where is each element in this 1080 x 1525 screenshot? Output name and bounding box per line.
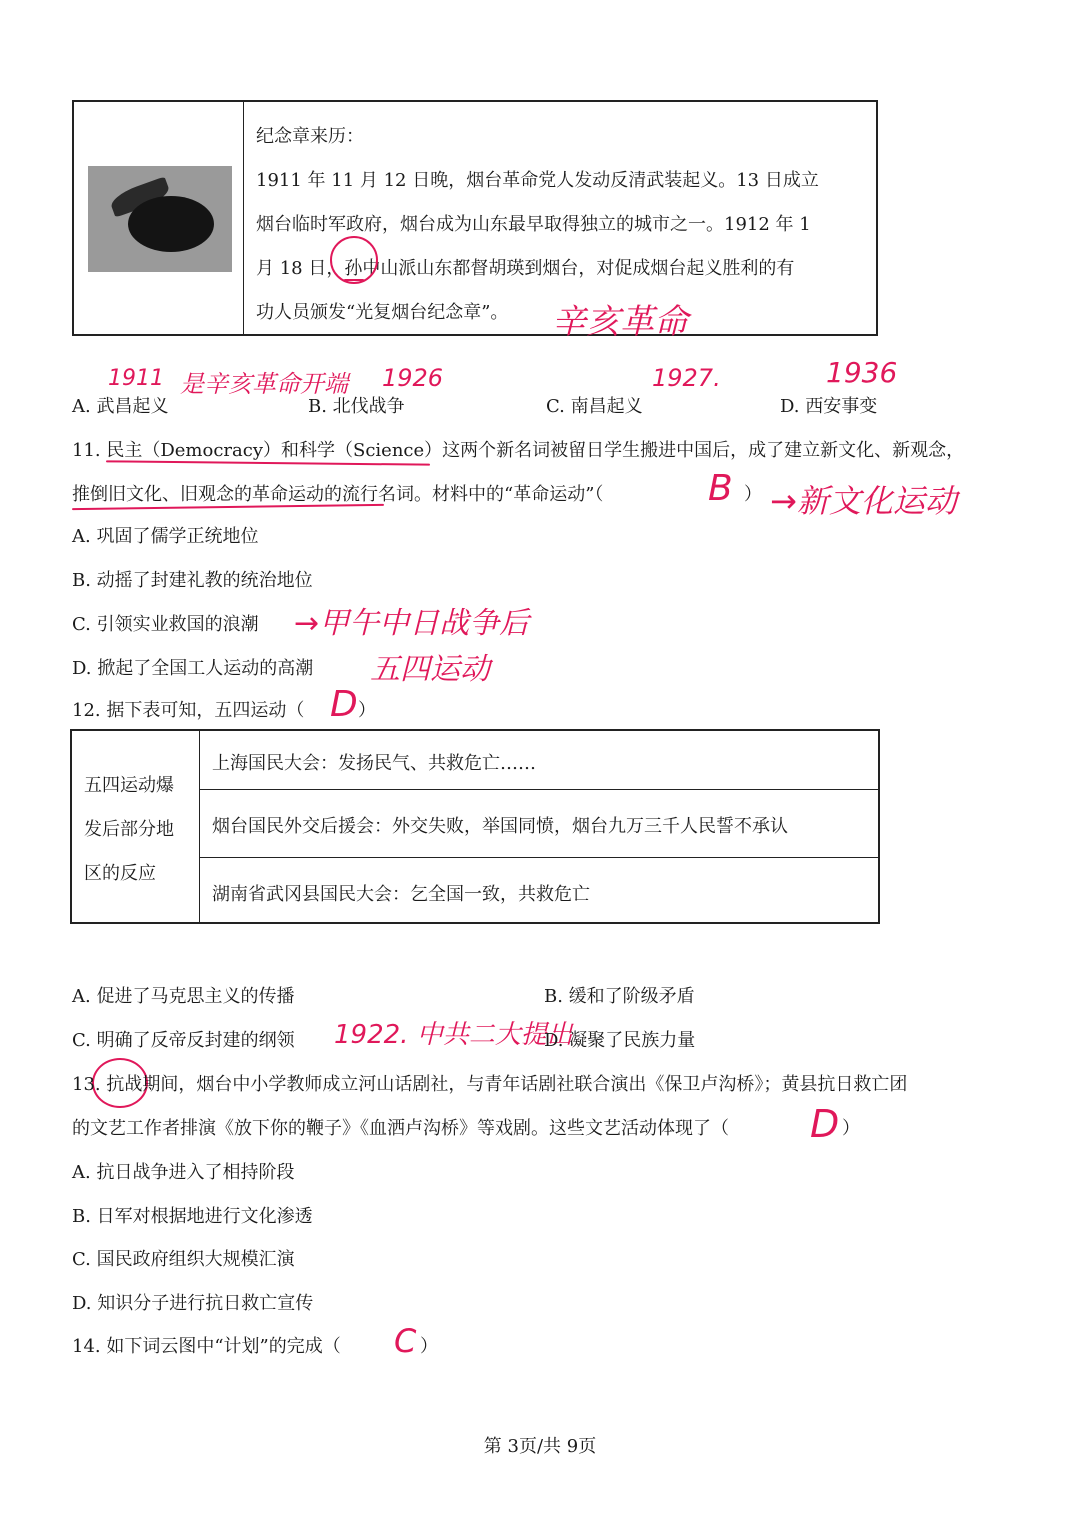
handwriting-year-b: 1926 [382, 364, 444, 392]
medal-line-1: 1911 年 11 月 12 日晚，烟台革命党人发动反清武装起义。13 日成立 [256, 170, 819, 191]
reaction-row-hunan-text: 湖南省武冈县国民大会：乞全国一致，共救危亡 [212, 884, 590, 905]
q12-option-c: C. 明确了反帝反封建的纲领 [72, 1030, 295, 1051]
q14-stem-close: ） [420, 1336, 438, 1357]
q10-option-d: D. 西安事变 [780, 396, 878, 417]
reaction-table-label [72, 731, 200, 922]
handwriting-year-c: 1927. [652, 364, 721, 392]
q10-option-a: A. 武昌起义 [72, 396, 169, 417]
reaction-label-line-3: 区的反应 [84, 863, 156, 884]
reaction-row-yantai [200, 790, 878, 858]
q10-option-c: C. 南昌起义 [546, 396, 643, 417]
q11-option-a: A. 巩固了儒学正统地位 [72, 526, 259, 547]
reaction-row-shanghai [200, 731, 878, 790]
q12-option-a: A. 促进了马克思主义的传播 [72, 986, 295, 1007]
page-number: 第 3页/共 9页 [483, 1436, 597, 1457]
q13-option-b: B. 日军对根据地进行文化渗透 [72, 1206, 313, 1227]
q11-stem-line-1: 11. 民主（Democracy）和科学（Science）这两个新名词被留日学生搬进中国后，成了建立新文化、新观念， [72, 440, 965, 461]
underline-mark-sun-zhongshan [344, 279, 364, 281]
medal-photo [88, 166, 232, 272]
handwriting-year-a: 1911 [108, 366, 164, 391]
q11-stem-line-2: 推倒旧文化、旧观念的革命运动的流行名词。材料中的“革命运动”（ [72, 484, 604, 505]
medal-heading: 纪念章来历： [256, 126, 364, 147]
q13-option-a: A. 抗日战争进入了相持阶段 [72, 1162, 295, 1183]
handwriting-q11-note: →新文化运动 [770, 482, 957, 520]
handwriting-note-a: 是辛亥革命开端 [180, 370, 348, 398]
handwriting-q12-c-note: 1922. 中共二大提出 [334, 1020, 573, 1050]
handwriting-q11-c-note: →甲午中日战争后 [294, 606, 530, 641]
handwriting-q11-d-note: 五四运动 [370, 652, 490, 687]
medal-image-cell [74, 102, 244, 334]
q12-option-b: B. 缓和了阶级矛盾 [544, 986, 695, 1007]
q10-option-b: B. 北伐战争 [308, 396, 405, 417]
reaction-row-yantai-text: 烟台国民外交后援会：外交失败，举国同愤，烟台九万三千人民誓不承认 [212, 816, 788, 837]
handwriting-year-d: 1936 [826, 356, 898, 389]
q13-stem-line-2: 的文艺工作者排演《放下你的鞭子》《血洒卢沟桥》等戏剧。这些文艺活动体现了（ [72, 1118, 729, 1139]
reaction-label-line-2: 发后部分地 [84, 819, 174, 840]
handwriting-medal-note: 辛亥革命 [552, 302, 688, 342]
handwriting-q11-answer: B [708, 468, 733, 509]
q14-stem: 14. 如下词云图中“计划”的完成（ [72, 1336, 341, 1357]
q13-option-d: D. 知识分子进行抗日救亡宣传 [72, 1293, 314, 1314]
medal-line-2: 烟台临时军政府，烟台成为山东最早取得独立的城市之一。1912 年 1 [256, 214, 811, 235]
q11-stem-close: ） [744, 484, 762, 505]
reaction-row-shanghai-text: 上海国民大会：发扬民气、共救危亡…… [212, 753, 536, 774]
may-fourth-reaction-table [70, 729, 880, 924]
circle-mark-sun-zhongshan [330, 236, 378, 284]
q11-option-c: C. 引领实业救国的浪潮 [72, 614, 259, 635]
q13-stem-close: ） [842, 1118, 860, 1139]
medal-line-3: 月 18 日，孙中山派山东都督胡瑛到烟台，对促成烟台起义胜利的有 [256, 258, 795, 279]
reaction-label-line-1: 五四运动爆 [84, 775, 174, 796]
q11-option-d: D. 掀起了全国工人运动的高潮 [72, 658, 314, 679]
reaction-row-hunan [200, 858, 878, 922]
q12-option-d: D. 凝聚了民族力量 [544, 1030, 696, 1051]
q11-option-b: B. 动摇了封建礼教的统治地位 [72, 570, 313, 591]
q13-stem-line-1: 13. 抗战期间，烟台中小学教师成立河山话剧社，与青年话剧社联合演出《保卫卢沟桥》；黄县抗日救亡团 [72, 1074, 908, 1095]
handwriting-q12-answer: D [330, 684, 358, 725]
q13-option-c: C. 国民政府组织大规模汇演 [72, 1249, 295, 1270]
medal-line-4: 功人员颁发“光复烟台纪念章”。 [256, 302, 509, 323]
medal-info-table [72, 100, 878, 336]
handwriting-q13-answer: D [810, 1102, 840, 1146]
q12-stem: 12. 据下表可知，五四运动（ [72, 700, 305, 721]
handwriting-q14-answer: C [394, 1322, 417, 1360]
q12-stem-close: ） [358, 700, 376, 721]
